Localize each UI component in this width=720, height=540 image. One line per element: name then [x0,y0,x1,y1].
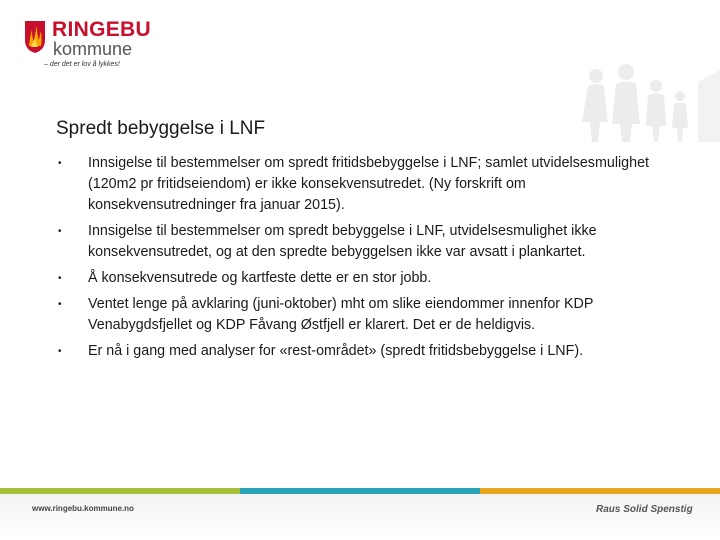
people-silhouette-decoration [548,62,720,142]
list-item [56,294,666,336]
logo-name: RINGEBU [52,18,151,41]
footer-bar [0,494,720,540]
list-item [56,221,666,263]
footer-slogan: Raus Solid Spenstig [596,504,693,515]
bullet-marker: • [58,299,62,310]
slide-title: Spredt bebyggelse i LNF [56,118,266,139]
list-item-text: Innsigelse til bestemmelser om spredt fritidsbebyggelse i LNF; samlet utvidelsesmulighet (120m2 pr fritidseiendom) er ikke konsekvensutredet. (Ny forskrift om konsekvensutredninger fra januar 2015). [88,155,649,213]
shield-flame-icon [24,20,46,54]
list-item [56,341,666,362]
list-item [56,153,666,216]
bullet-marker: • [58,346,62,357]
list-item-text: Å konsekvensutrede og kartfeste dette er en stor jobb. [88,270,432,286]
bullet-marker: • [58,226,62,237]
footer-url: www.ringebu.kommune.no [32,504,134,513]
logo-subtitle: kommune [53,39,133,59]
list-item-text: Er nå i gang med analyser for «rest-området» (spredt fritidsbebyggelse i LNF). [88,343,584,359]
logo-tagline: – der det er lov å lykkes! [44,61,120,68]
ringebu-logo [22,14,152,72]
list-item [56,268,666,289]
list-item-text: Innsigelse til bestemmelser om spredt bebyggelse i LNF, utvidelsesmulighet ikke konsekvensutredet, og at den spredte bebyggelsen ikke var avsatt i plankartet. [88,223,597,260]
bullet-marker: • [58,273,62,284]
bullet-marker: • [58,158,62,169]
bullet-list [56,153,666,367]
list-item-text: Ventet lenge på avklaring (juni-oktober) mht om slike eiendommer innenfor KDP Venabygdsfjellet og KDP Fåvang Østfjell er klarert. Det er de heldigvis. [88,296,594,333]
